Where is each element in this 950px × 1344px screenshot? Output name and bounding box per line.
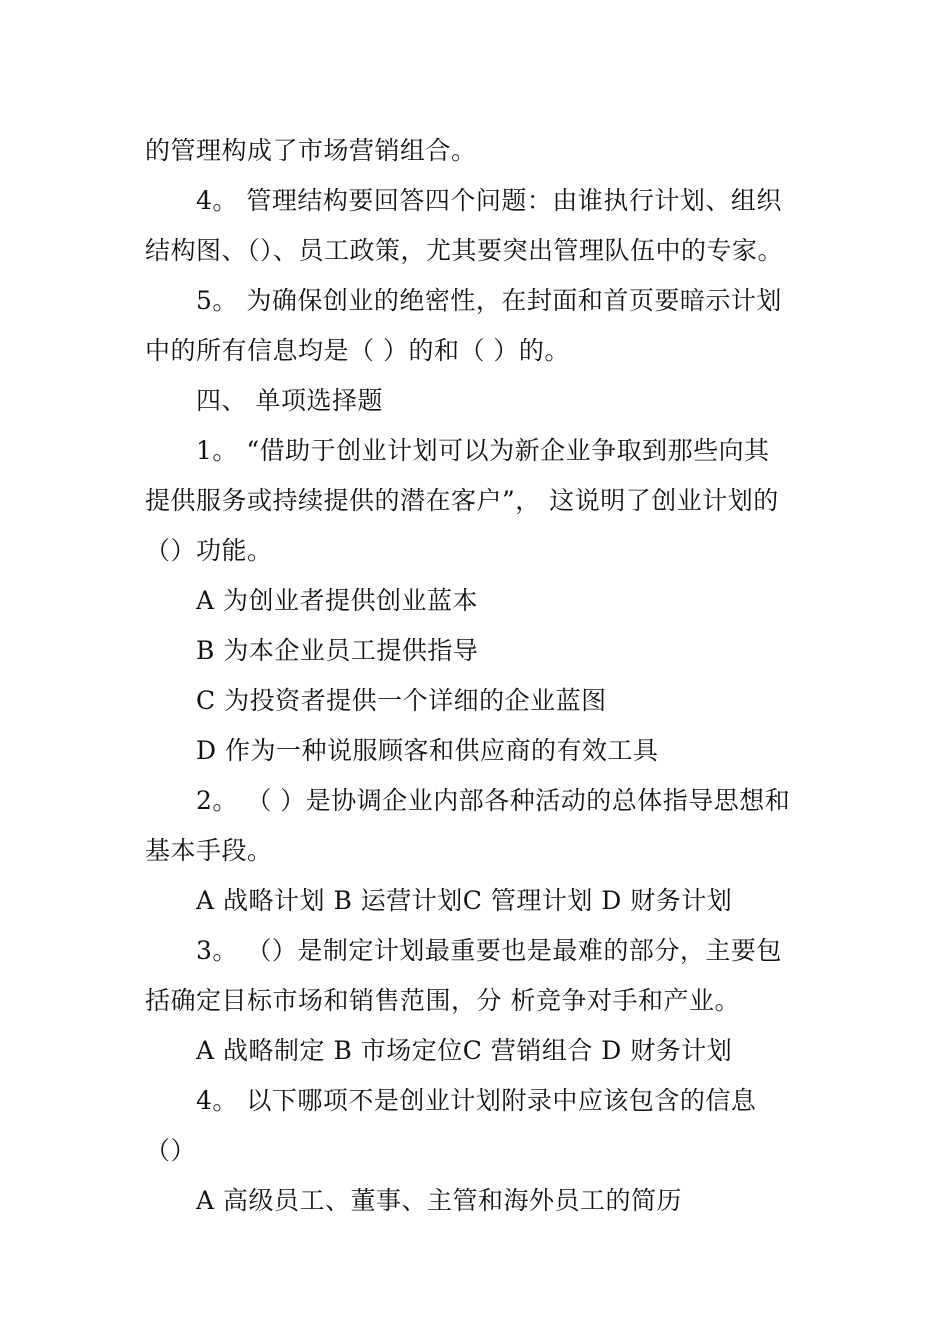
option-line-q1-a: A 为创业者提供创业蓝本 (196, 586, 479, 615)
option-line-q4-a: A 高级员工、董事、主管和海外员工的简历 (196, 1186, 683, 1215)
text-line-8: 提供服务或持续提供的潜在客户”， 这说明了创业计划的 (145, 486, 779, 515)
option-line-q1-c: C 为投资者提供一个详细的企业蓝图 (196, 686, 607, 715)
text-line-2: 4。 管理结构要回答四个问题：由谁执行计划、组织 (196, 186, 782, 215)
text-line-18: 括确定目标市场和销售范围，分 析竞争对手和产业。 (145, 986, 740, 1015)
text-line-21: （） (145, 1136, 197, 1165)
text-line-7: 1。 “借助于创业计划可以为新企业争取到那些向其 (196, 436, 770, 465)
option-line-q1-d: D 作为一种说服顾客和供应商的有效工具 (196, 736, 659, 765)
option-line-q2: A 战略计划 B 运营计划C 管理计划 D 财务计划 (196, 886, 733, 915)
text-line-17: 3。 （）是制定计划最重要也是最难的部分，主要包 (196, 936, 782, 965)
option-line-q1-b: B 为本企业员工提供指导 (196, 636, 479, 665)
text-line-4: 5。 为确保创业的绝密性，在封面和首页要暗示计划 (196, 286, 782, 315)
text-line-15: 基本手段。 (145, 836, 273, 865)
text-line-20: 4。 以下哪项不是创业计划附录中应该包含的信息 (196, 1086, 757, 1115)
text-line-1: 的管理构成了市场营销组合。 (145, 136, 477, 165)
option-line-q3: A 战略制定 B 市场定位C 营销组合 D 财务计划 (196, 1036, 733, 1065)
text-line-14: 2。 （ ）是协调企业内部各种活动的总体指导思想和 (196, 786, 791, 815)
text-line-5: 中的所有信息均是（ ）的和（ ）的。 (145, 336, 570, 365)
section-heading: 四、 单项选择题 (196, 386, 383, 415)
text-line-3: 结构图、（）、员工政策，尤其要突出管理队伍中的专家。 (145, 236, 784, 265)
text-line-9: （）功能。 (145, 536, 273, 565)
